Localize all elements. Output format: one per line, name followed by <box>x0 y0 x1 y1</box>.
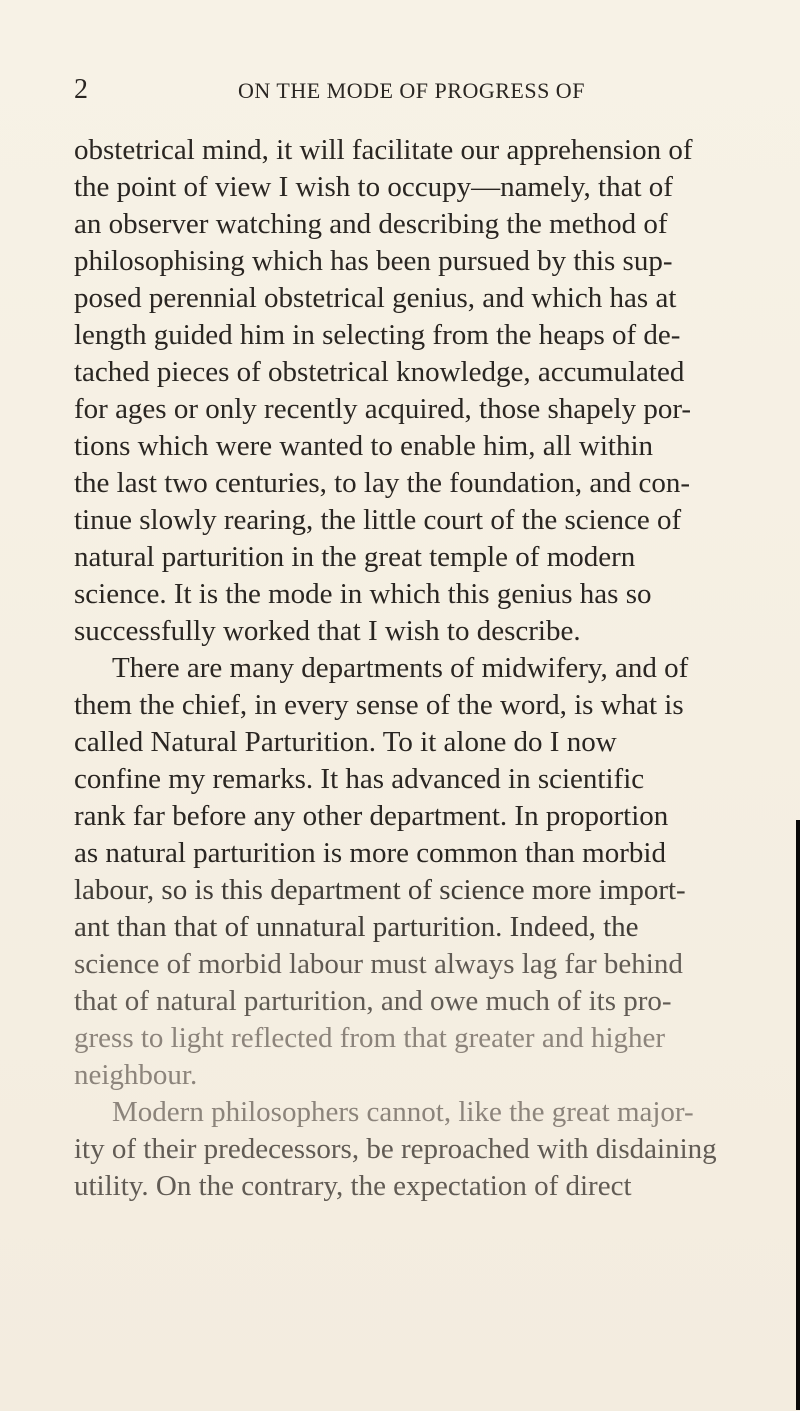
page-number: 2 <box>74 74 89 105</box>
text-line: tached pieces of obstetrical knowledge, accumulated <box>74 356 685 388</box>
text-line: natural parturition in the great temple of modern <box>74 541 636 573</box>
text-line: length guided him in selecting from the heaps of de- <box>74 319 681 351</box>
text-line: ity of their predecessors, be reproached with disdaining <box>74 1133 717 1165</box>
text-line: as natural parturition is more common than morbid <box>74 837 666 869</box>
text-line: labour, so is this department of science more import- <box>74 874 686 906</box>
body-text <box>74 132 754 1205</box>
text-line: science. It is the mode in which this genius has so <box>74 578 652 610</box>
text-line: ant than that of unnatural parturition. Indeed, the <box>74 911 639 943</box>
text-line: called Natural Parturition. To it alone do I now <box>74 726 617 758</box>
text-line: confine my remarks. It has advanced in scientific <box>74 763 645 795</box>
text-line: tinue slowly rearing, the little court of the science of <box>74 504 682 536</box>
paragraph-start-line: There are many departments of midwifery, and of <box>112 652 689 684</box>
text-line: obstetrical mind, it will facilitate our apprehension of <box>74 134 693 166</box>
text-line: the last two centuries, to lay the foundation, and con- <box>74 467 691 499</box>
running-head <box>74 74 734 110</box>
text-line: rank far before any other department. In proportion <box>74 800 669 832</box>
page-edge-shadow <box>796 820 800 1410</box>
text-line: for ages or only recently acquired, those shapely por- <box>74 393 692 425</box>
paragraph-start-line: Modern philosophers cannot, like the great major- <box>112 1096 694 1128</box>
text-line: neighbour. <box>74 1059 198 1091</box>
text-line: tions which were wanted to enable him, all within <box>74 430 654 462</box>
text-line: posed perennial obstetrical genius, and which has at <box>74 282 677 314</box>
text-line: philosophising which has been pursued by this sup- <box>74 245 673 277</box>
text-line: that of natural parturition, and owe much of its pro- <box>74 985 672 1017</box>
text-line: them the chief, in every sense of the word, is what is <box>74 689 684 721</box>
text-line: science of morbid labour must always lag far behind <box>74 948 683 980</box>
text-line: an observer watching and describing the method of <box>74 208 668 240</box>
running-title: ON THE MODE OF PROGRESS OF <box>238 78 585 103</box>
text-line: gress to light reflected from that greater and higher <box>74 1022 666 1054</box>
text-line: the point of view I wish to occupy—namely, that of <box>74 171 673 203</box>
text-line: utility. On the contrary, the expectation of direct <box>74 1170 632 1202</box>
text-line: successfully worked that I wish to describe. <box>74 615 581 647</box>
